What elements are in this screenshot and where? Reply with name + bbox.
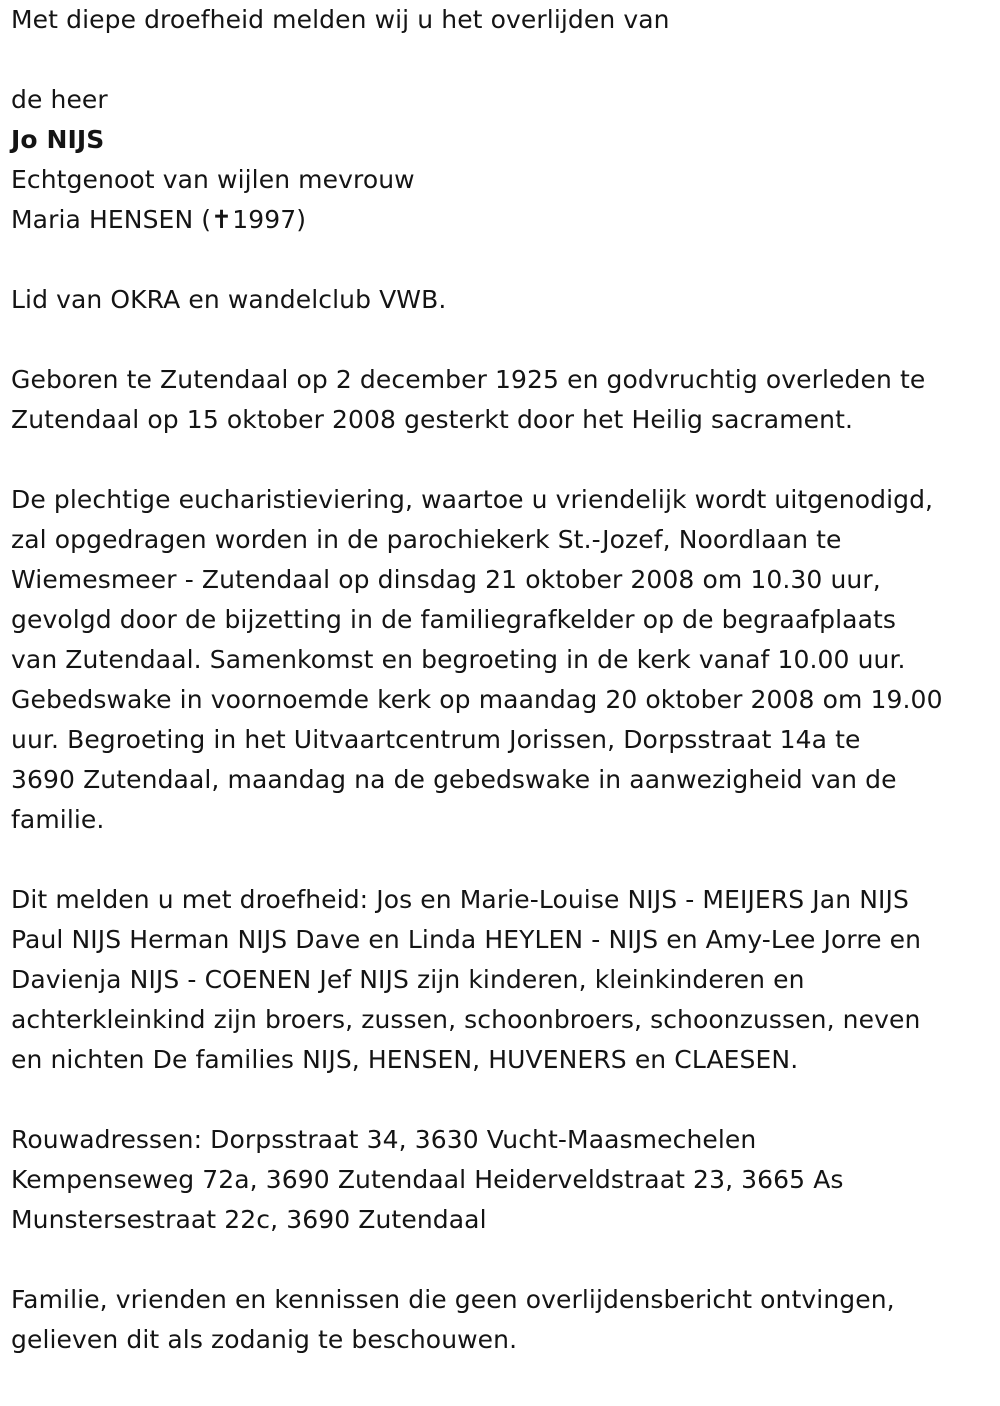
closing-paragraph <box>11 1280 995 1360</box>
paragraph-line: Munstersestraat 22c, 3690 Zutendaal <box>11 1205 487 1234</box>
paragraph-line: Davienja NIJS - COENEN Jef NIJS zijn kinderen, kleinkinderen en <box>11 965 805 994</box>
paragraph-line: achterkleinkind zijn broers, zussen, schoonbroers, schoonzussen, neven <box>11 1005 921 1034</box>
paragraph-line: Kempenseweg 72a, 3690 Zutendaal Heiderveldstraat 23, 3665 As <box>11 1165 844 1194</box>
paragraph-line: Dit melden u met droefheid: Jos en Marie-Louise NIJS - MEIJERS Jan NIJS <box>11 885 909 914</box>
addresses-paragraph <box>11 1120 995 1240</box>
paragraph-line: Familie, vrienden en kennissen die geen overlijdensbericht ontvingen, <box>11 1285 895 1314</box>
paragraph-line: De plechtige eucharistieviering, waartoe u vriendelijk wordt uitgenodigd, <box>11 485 934 514</box>
paragraph-line: zal opgedragen worden in de parochiekerk St.-Jozef, Noordlaan te <box>11 525 842 554</box>
paragraph-line: 3690 Zutendaal, maandag na de gebedswake in aanwezigheid van de <box>11 765 897 794</box>
paragraph-line: gelieven dit als zodanig te beschouwen. <box>11 1325 518 1354</box>
paragraph-line: uur. Begroeting in het Uitvaartcentrum Jorissen, Dorpsstraat 14a te <box>11 725 861 754</box>
paragraph-line: familie. <box>11 805 105 834</box>
paragraph-line: Paul NIJS Herman NIJS Dave en Linda HEYLEN - NIJS en Amy-Lee Jorre en <box>11 925 922 954</box>
intro-text: Met diepe droefheid melden wij u het overlijden van <box>11 5 670 34</box>
death-notice <box>11 0 995 1360</box>
spacer <box>11 1080 995 1120</box>
spacer <box>11 320 995 360</box>
spacer <box>11 440 995 480</box>
paragraph-line: gevolgd door de bijzetting in de familiegrafkelder op de begraafplaats <box>11 605 897 634</box>
paragraph-line: Geboren te Zutendaal op 2 december 1925 en godvruchtig overleden te <box>11 365 926 394</box>
deceased-name: Jo NIJS <box>11 125 105 154</box>
spacer <box>11 40 995 80</box>
spouse-name: Maria HENSEN (✝1997) <box>11 205 307 234</box>
ceremony-paragraph <box>11 480 995 840</box>
birth-death-paragraph <box>11 360 995 440</box>
title-prefix: de heer <box>11 85 108 114</box>
spouse-line: Echtgenoot van wijlen mevrouw <box>11 165 415 194</box>
spacer <box>11 240 995 280</box>
paragraph-line: Gebedswake in voornoemde kerk op maandag 20 oktober 2008 om 19.00 <box>11 685 943 714</box>
paragraph-line: en nichten De families NIJS, HENSEN, HUVENERS en CLAESEN. <box>11 1045 799 1074</box>
paragraph-line: van Zutendaal. Samenkomst en begroeting in de kerk vanaf 10.00 uur. <box>11 645 906 674</box>
membership-text: Lid van OKRA en wandelclub VWB. <box>11 285 447 314</box>
paragraph-line: Zutendaal op 15 oktober 2008 gesterkt door het Heilig sacrament. <box>11 405 854 434</box>
paragraph-line: Wiemesmeer - Zutendaal op dinsdag 21 oktober 2008 om 10.30 uur, <box>11 565 881 594</box>
family-paragraph <box>11 880 995 1080</box>
paragraph-line: Rouwadressen: Dorpsstraat 34, 3630 Vucht-Maasmechelen <box>11 1125 757 1154</box>
spacer <box>11 1240 995 1280</box>
spacer <box>11 840 995 880</box>
